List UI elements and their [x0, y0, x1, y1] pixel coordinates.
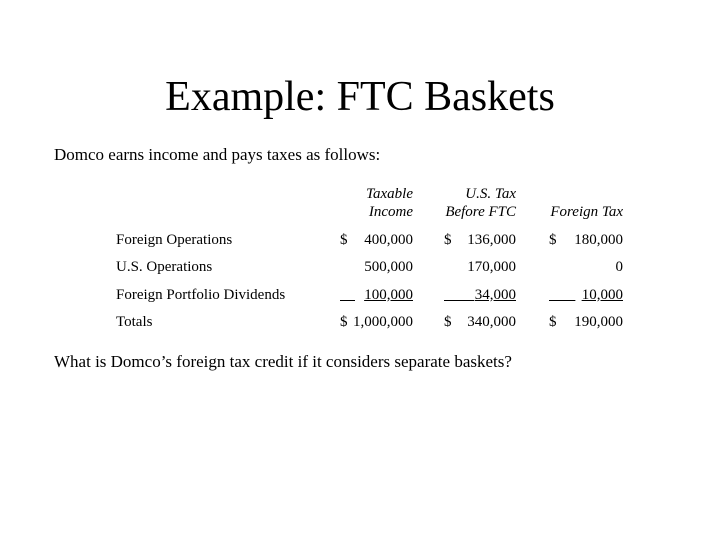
- cell-value: 100,000: [364, 287, 413, 303]
- intro-text: Domco earns income and pays taxes as follows:: [54, 145, 381, 164]
- row-label-foreign-operations: Foreign Operations: [116, 232, 233, 248]
- currency-sign: $: [340, 314, 348, 330]
- underline-pad: [444, 286, 474, 304]
- underline-pad: [549, 286, 575, 304]
- cell-value: 10,000: [581, 287, 623, 303]
- table-cell: [444, 258, 516, 276]
- table-cell: [549, 313, 623, 331]
- underline-pad: [340, 286, 355, 304]
- table-cell: [549, 231, 623, 249]
- question-text: What is Domco’s foreign tax credit if it considers separate baskets?: [54, 352, 512, 371]
- header-us-tax-line1: U.S. Tax: [465, 186, 516, 202]
- header-foreign-tax: [525, 203, 623, 221]
- row-label-totals: Totals: [116, 314, 153, 330]
- header-us-tax: [420, 185, 516, 221]
- cell-value: 136,000: [467, 232, 516, 248]
- cell-value: 400,000: [364, 232, 413, 248]
- table-cell: [444, 231, 516, 249]
- cell-value: 180,000: [574, 232, 623, 248]
- row-label-us-operations: U.S. Operations: [116, 259, 213, 275]
- header-taxable-line1: Taxable: [366, 186, 413, 202]
- header-foreign-tax-line2: Foreign Tax: [550, 204, 623, 220]
- table-cell: [340, 313, 413, 331]
- table-cell: [340, 258, 413, 276]
- cell-value: 0: [615, 259, 623, 275]
- table-cell: [444, 313, 516, 331]
- currency-sign: $: [444, 232, 452, 248]
- cell-value: 34,000: [474, 287, 516, 303]
- currency-sign: $: [340, 232, 348, 248]
- table-cell: [549, 286, 623, 304]
- currency-sign: $: [549, 314, 557, 330]
- cell-value: 340,000: [467, 314, 516, 330]
- table-cell: [340, 231, 413, 249]
- table-cell: [444, 286, 516, 304]
- currency-sign: $: [444, 314, 452, 330]
- cell-value: 1,000,000: [353, 314, 413, 330]
- table-cell: [340, 286, 413, 304]
- currency-sign: $: [549, 232, 557, 248]
- row-label-portfolio-dividends: Foreign Portfolio Dividends: [116, 287, 286, 303]
- slide-title: Example: FTC Baskets: [165, 74, 555, 120]
- header-us-tax-line2: Before FTC: [445, 204, 516, 220]
- header-taxable-line2: Income: [368, 204, 413, 220]
- header-taxable-income: [330, 185, 413, 221]
- table-cell: [549, 258, 623, 276]
- cell-value: 170,000: [467, 259, 516, 275]
- cell-value: 190,000: [574, 314, 623, 330]
- cell-value: 500,000: [364, 259, 413, 275]
